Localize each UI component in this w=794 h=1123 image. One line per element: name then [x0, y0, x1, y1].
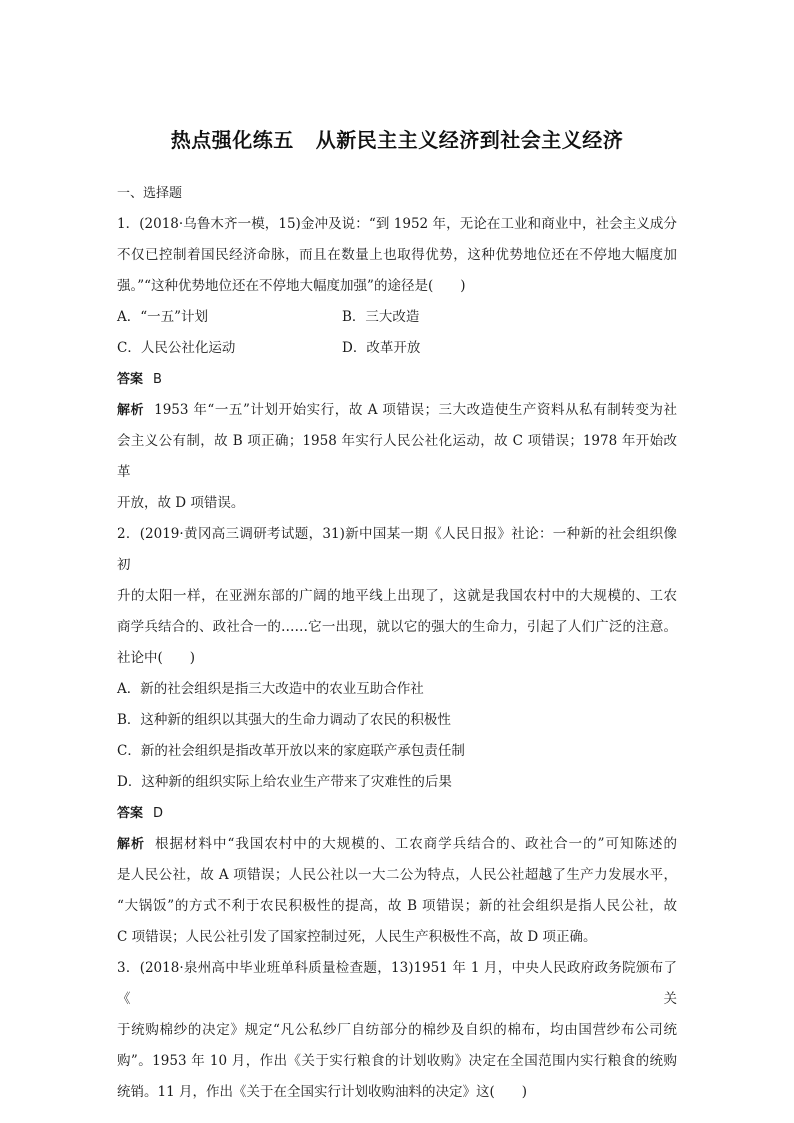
option-a: A．新的社会组织是指三大改造中的农业互助合作社 — [117, 681, 424, 697]
answer-label: 答案 — [117, 372, 144, 387]
question-1 — [117, 209, 677, 519]
answer-label: 答案 — [117, 806, 144, 821]
question-stem-line: 不仅已控制着国民经济命脉，而且在数量上也取得优势，这种优势地位还在不停地大幅度加 — [117, 247, 677, 263]
title-part2: 从新民主主义经济到社会主义经济 — [315, 128, 624, 152]
analysis-text: 根据材料中“我国农村中的大规模的、工农商学兵结合的、政社合一的”可知陈述的 — [154, 836, 677, 852]
option-c: C．新的社会组织是指改革开放以来的家庭联产承包责任制 — [117, 743, 465, 759]
answer-value: D — [153, 806, 164, 821]
option-row — [117, 333, 677, 364]
option-c: C．人民公社化运动 — [117, 340, 236, 356]
section-heading: 一、选择题 — [117, 186, 183, 201]
analysis-text: 1953 年“一五”计划开始实行，故 A 项错误；三大改造使生产资料从私有制转变为社 — [154, 402, 677, 418]
question-3 — [117, 953, 677, 1108]
question-2 — [117, 519, 677, 953]
answer-line — [117, 798, 677, 829]
analysis-line: 会主义公有制，故 B 项正确；1958 年实行人民公社化运动，故 C 项错误；1978 年开始改革 — [117, 433, 677, 480]
analysis-line — [117, 829, 677, 860]
question-stem-line: 2．(2019·黄冈高三调研考试题，31)新中国某一期《人民日报》社论：一种新的社会组织像初 — [117, 526, 677, 573]
analysis-label: 解析 — [117, 403, 145, 418]
question-stem-line: 统销。11 月，作出《关于在全国实行计划收购油料的决定》这( ) — [117, 1084, 528, 1100]
analysis-label: 解析 — [117, 837, 145, 852]
question-stem-line: 1．(2018·乌鲁木齐一模，15)金冲及说：“到 1952 年，无论在工业和商业中，社会主义成分 — [117, 216, 677, 232]
option-d: D．改革开放 — [342, 340, 421, 356]
page-title — [0, 124, 794, 153]
question-stem-line: 强。”“这种优势地位还在不停地大幅度加强”的途径是( ) — [117, 278, 466, 294]
question-stem-line: 于统购棉纱的决定》规定“凡公私纱厂自纺部分的棉纱及自织的棉布，均由国营纱布公司统 — [117, 1022, 677, 1038]
question-stem-line: 购”。1953 年 10 月，作出《关于实行粮食的计划收购》决定在全国范围内实行粮食的统购 — [117, 1053, 677, 1069]
option-b: B．这种新的组织以其强大的生命力调动了农民的积极性 — [117, 712, 451, 728]
analysis-line — [117, 395, 677, 426]
question-stem-line: 商学兵结合的、政社合一的……它一出现，就以它的强大的生命力，引起了人们广泛的注意。 — [117, 619, 677, 635]
option-b: B．三大改造 — [342, 309, 420, 325]
document-body — [117, 178, 677, 1108]
answer-line — [117, 364, 677, 395]
option-a: A．“一五”计划 — [117, 309, 209, 325]
title-part1: 热点强化练五 — [170, 128, 294, 152]
analysis-line: 是人民公社，故 A 项错误；人民公社以一大二公为特点，人民公社超越了生产力发展水平， — [117, 867, 677, 883]
question-stem-line: 升的太阳一样，在亚洲东部的广阔的地平线上出现了，这就是我国农村中的大规模的、工农 — [117, 588, 677, 604]
question-stem-line: 社论中( ) — [117, 650, 196, 666]
analysis-line: C 项错误；人民公社引发了国家控制过死，人民生产积极性不高，故 D 项正确。 — [117, 929, 597, 945]
answer-value: B — [153, 372, 162, 387]
question-stem-line: 3．(2018·泉州高中毕业班单科质量检查题，13)1951 年 1 月，中央人民政府政务院颁布了《关 — [117, 960, 677, 1007]
option-d: D．这种新的组织实际上给农业生产带来了灾难性的后果 — [117, 774, 452, 790]
analysis-line: “大锅饭”的方式不利于农民积极性的提高，故 B 项错误；新的社会组织是指人民公社，故 — [117, 898, 677, 914]
analysis-line: 开放，故 D 项错误。 — [117, 495, 245, 511]
option-row — [117, 302, 677, 333]
